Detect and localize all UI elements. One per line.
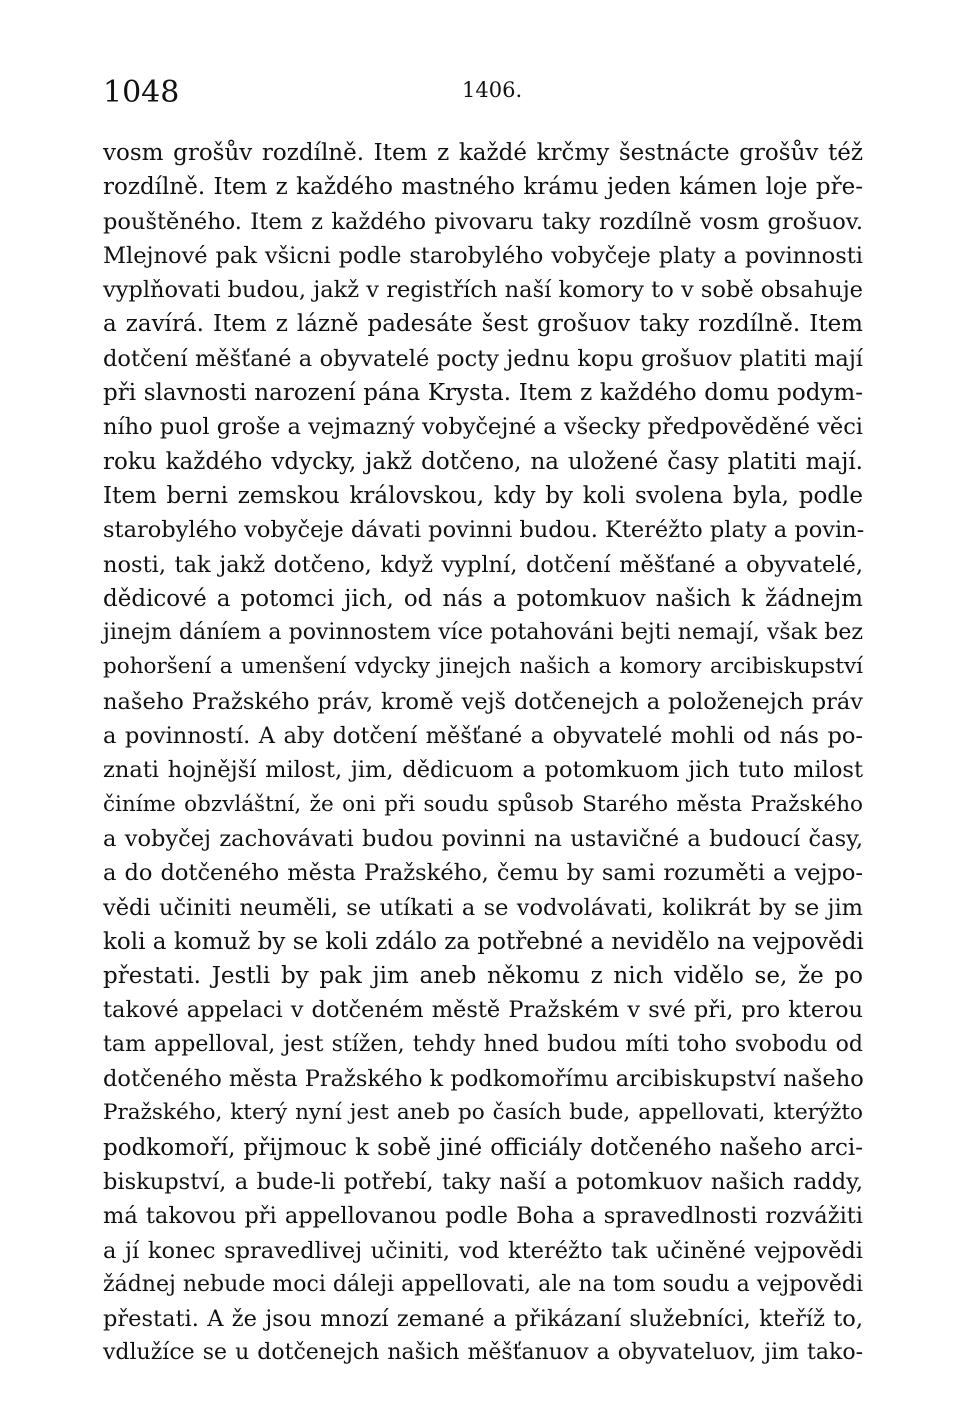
text-line: při slavnosti narození pána Krysta. Item z každého domu podym- [103,380,863,407]
text-line: roku každého vdycky, jakž dotčeno, na uložené časy platiti mají. [103,448,863,475]
text-line: žádnej nebude moci dáleji appellovati, ale na tom soudu a vejpovědi [103,1271,863,1297]
text-line: a jí konec spravedlivej učiniti, vod kteréžto tak učiněné vejpovědi [103,1237,863,1264]
text-line: znati hojnější milost, jim, dědicuom a potomkuom jich tuto milost [103,757,863,784]
page-number: 1048 [103,75,180,110]
text-line: vosm grošův rozdílně. Item z každé krčmy šestnácte grošův též [103,140,863,166]
text-line: a vobyčej zachovávati budou povinni na ustavičné a budoucí časy, [103,825,863,852]
text-line: Mlejnové pak všicni podle starobylého vobyčeje platy a povinnosti [103,242,863,269]
text-line: takové appelaci v dotčeném městě Pražském v své při, pro kterou [103,997,863,1024]
text-line: Pražského, který nyní jest aneb po časích bude, appellovati, kterýžto [103,1100,863,1126]
text-line: starobylého vobyčeje dávati povinni budou. Kteréžto platy a povin- [103,517,865,544]
text-line: a zavírá. Item z lázně padesáte šest grošuov taky rozdílně. Item [103,311,863,338]
text-line: činíme obzvláštní, že oni při soudu spůsob Starého města Pražského [103,791,863,817]
body-text [103,136,863,1371]
text-line: přestati. Jestli by pak jim aneb někomu z nich vidělo se, že po [103,963,863,990]
text-line: vyplňovati budou, jakž v registřích naší komory to v sobě obsahuje [103,277,863,304]
text-line: koli a komuž by se koli zdálo za potřebné a nevidělo na vejpovědi [103,928,864,955]
text-line: nosti, tak jakž dotčeno, když vyplní, dotčení měšťané a obyvatelé, [103,551,863,578]
text-line: pouštěného. Item z každého pivovaru taky rozdílně vosm grošuov. [103,208,863,235]
text-line: pohoršení a umenšení vdycky jinejch našich a komory arcibiskupství [103,654,863,680]
text-line: rozdílně. Item z každého mastného krámu jeden kámen loje pře- [103,174,863,201]
text-line: přestati. A že jsou mnozí zemané a přikázaní služebníci, kteříž to, [103,1306,863,1333]
text-line: vědi učiniti neuměli, se utíkati a se vodvolávati, kolikrát by se jim [103,894,863,921]
text-line: biskupství, a bude-li potřebí, taky naší a potomkuov našich raddy, [103,1168,863,1195]
text-line: jinejm dáníem a povinnostem více potahováni bejti nemají, však bez [103,620,863,646]
text-line: dotčeného města Pražského k podkomořímu arcibiskupství našeho [103,1066,864,1093]
text-line: podkomoří, přijmouc k sobě jiné officiály dotčeného našeho arci- [103,1134,863,1161]
text-line: vdlužíce se u dotčenejch našich měšťanuov a obyvateluov, jim tako- [103,1340,863,1366]
text-line: dědicové a potomci jich, od nás a potomkuov našich k žádnejm [103,585,863,612]
running-head-year: 1406. [462,78,523,102]
text-line: a do dotčeného města Pražského, čemu by sami rozuměti a vejpo- [103,860,863,887]
text-line: má takovou při appellovanou podle Boha a spravedlnosti rozvážiti [103,1203,863,1230]
text-line: a povinností. A aby dotčení měšťané a obyvatelé mohli od nás po- [103,723,863,750]
text-line: našeho Pražského práv, kromě vejš dotčenejch a položenejch práv [103,688,863,715]
text-line: Item berni zemskou královskou, kdy by koli svolena byla, podle [103,482,863,509]
text-line: ního puol groše a vejmazný vobyčejné a všecky předpověděné věci [103,414,863,441]
text-line: tam appelloval, jest stížen, tehdy hned budou míti toho svobodu od [103,1031,863,1057]
text-line: dotčení měšťané a obyvatelé pocty jednu kopu grošuov platiti mají [103,345,863,372]
